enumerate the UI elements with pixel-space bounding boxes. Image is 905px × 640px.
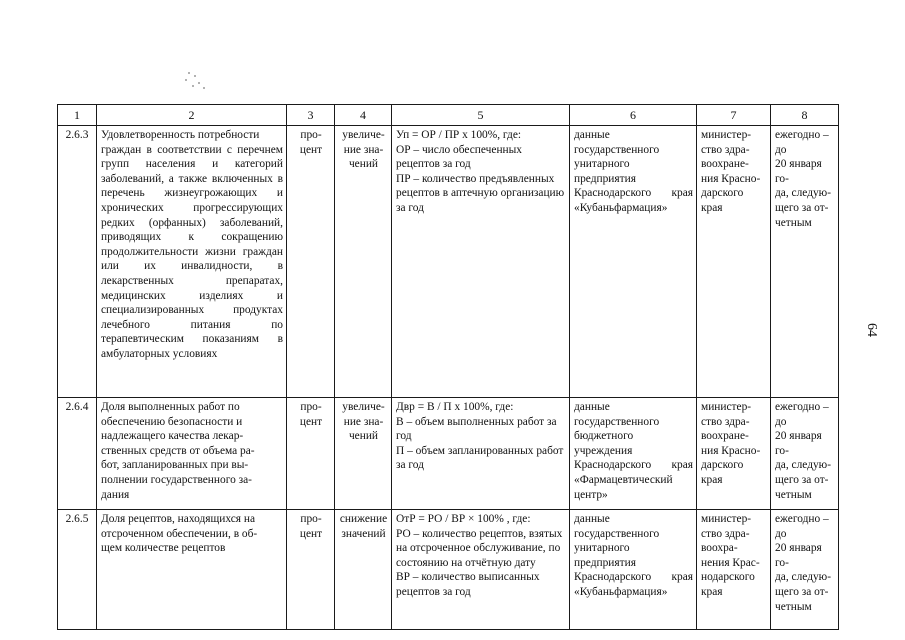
column-number: 7 [697, 105, 771, 126]
indicator-name: Доля выполненных работ по обеспечению безопасности и надлежащего качества лекар- ственных средств от объема ра- бот, запланированных при вы- полнении государственного за- дания [97, 398, 287, 510]
responsible: министер- ство здра- воохра- нения Крас- нодарского края [697, 510, 771, 630]
page-number: 64 [864, 323, 879, 337]
table-row [58, 510, 839, 630]
indicator-name: Доля рецептов, находящихся на отсроченном обеспечении, в об- щем количестве рецептов [97, 510, 287, 630]
data-source: данные государственного бюджетного учреждения Краснодарского края «Фармацевтический центр» [570, 398, 697, 510]
row-number: 2.6.4 [58, 398, 97, 510]
column-number: 2 [97, 105, 287, 126]
unit: про- цент [287, 126, 335, 398]
unit: про- цент [287, 398, 335, 510]
formula: ОтР = РО / ВР × 100% , где: РО – количество рецептов, взятых на отсроченное обслуживание, по состоянию на отчётную дату ВР – количество выписанных рецептов за год [392, 510, 570, 630]
responsible: министер- ство здра- воохране- ния Красно- дарского края [697, 126, 771, 398]
deadline: ежегодно – до 20 января го- да, следую- щего за от- четным [771, 510, 839, 630]
column-number: 3 [287, 105, 335, 126]
row-number: 2.6.3 [58, 126, 97, 398]
deadline: ежегодно – до 20 января го- да, следую- щего за от- четным [771, 398, 839, 510]
formula: Уп = ОР / ПР х 100%, где: ОР – число обеспеченных рецептов за год ПР – количество предъявленных рецептов в аптечную организацию за год [392, 126, 570, 398]
row-number: 2.6.5 [58, 510, 97, 630]
column-number: 4 [335, 105, 392, 126]
indicator-name: Удовлетворенность потребности граждан в соответствии с перечнем групп населения и категорий заболеваний, а также включенных в перечень жизнеугрожающих и хронических прогрессирующих редких (орфанных) заболеваний, приводящих к сокращению продолжительности жизни граждан или их инвалидности, в лекарственных препаратах, медицинских изделиях и специализированных продуктах лечебного питания по терапевтическим показаниям в амбулаторных условиях [97, 126, 287, 398]
trend: увеличе- ние зна- чений [335, 126, 392, 398]
data-source: данные государственного унитарного предприятия Краснодарского края «Кубаньфармация» [570, 126, 697, 398]
responsible: министер- ство здра- воохране- ния Красно- дарского края [697, 398, 771, 510]
scan-specks [182, 70, 212, 96]
indicators-table [57, 104, 839, 630]
column-number: 6 [570, 105, 697, 126]
deadline: ежегодно – до 20 января го- да, следую- щего за от- четным [771, 126, 839, 398]
column-number: 1 [58, 105, 97, 126]
data-source: данные государственного унитарного предприятия Краснодарского края «Кубаньфармация» [570, 510, 697, 630]
column-number: 8 [771, 105, 839, 126]
trend: снижение значений [335, 510, 392, 630]
unit: про- цент [287, 510, 335, 630]
column-number-row [58, 105, 839, 126]
formula: Двр = В / П х 100%, где: В – объем выполненных работ за год П – объем запланированных работ за год [392, 398, 570, 510]
table-row [58, 126, 839, 398]
table-row [58, 398, 839, 510]
column-number: 5 [392, 105, 570, 126]
trend: увеличе- ние зна- чений [335, 398, 392, 510]
